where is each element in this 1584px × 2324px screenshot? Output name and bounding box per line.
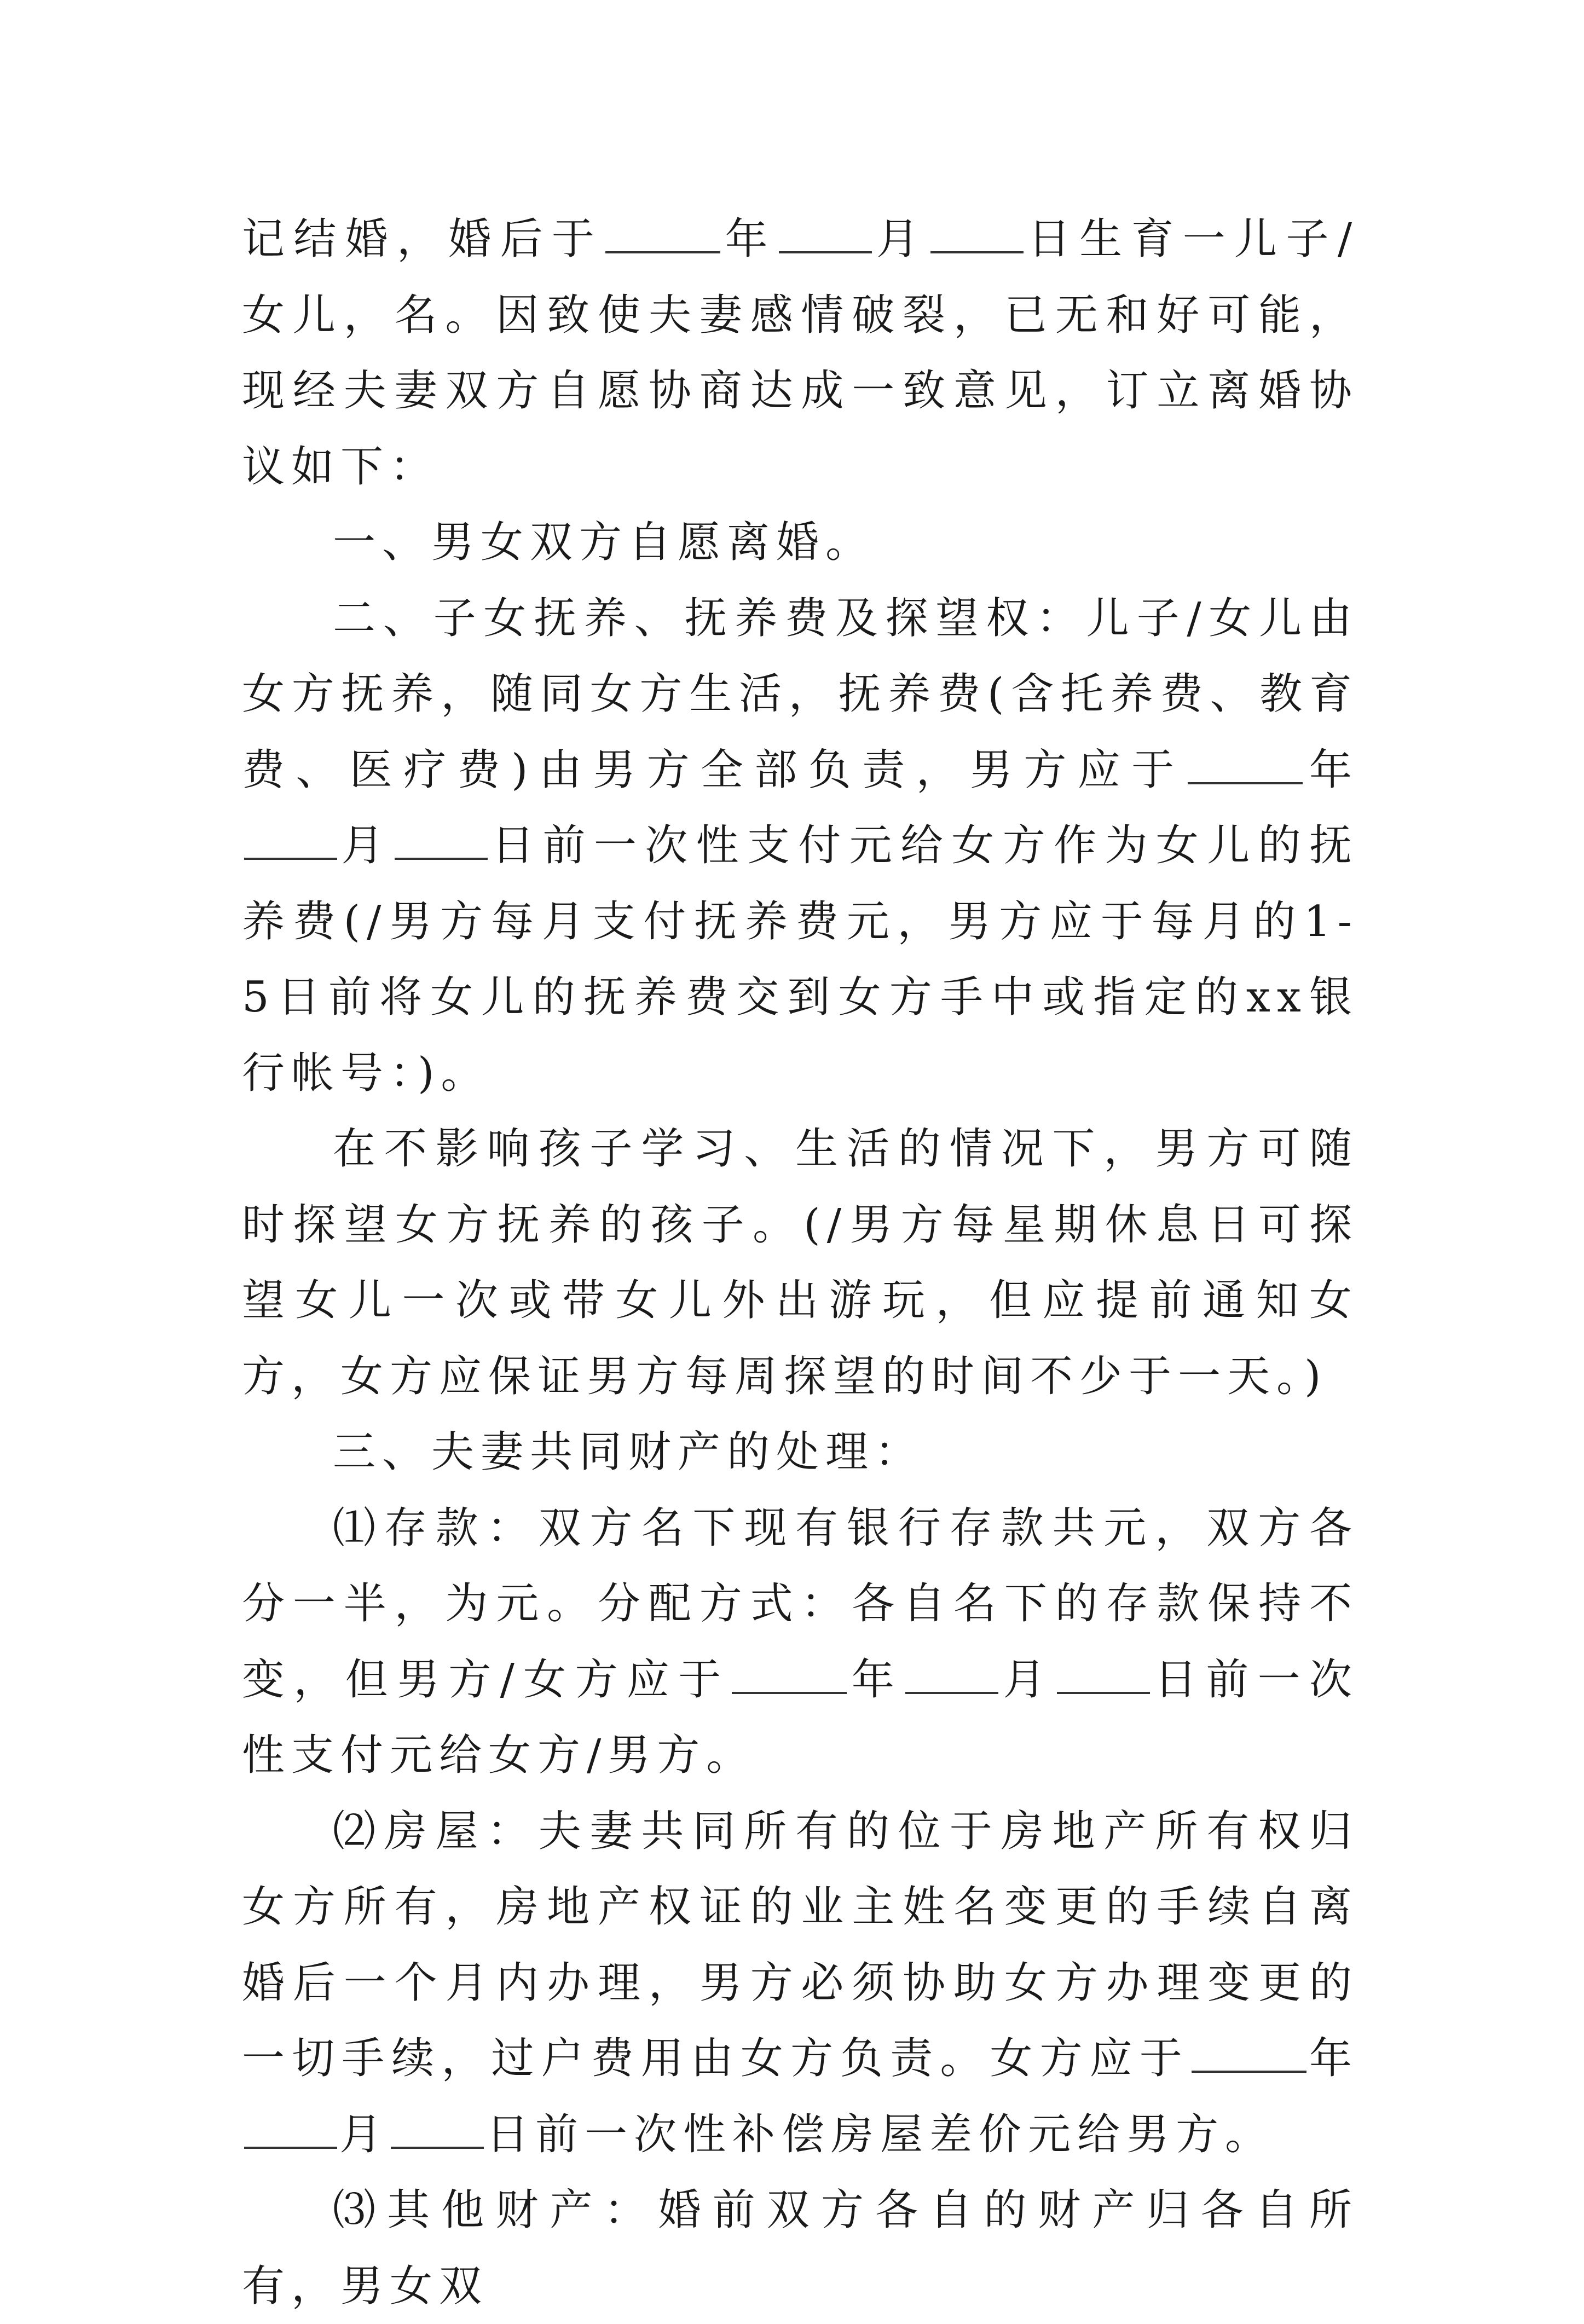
fill-in-blank xyxy=(930,216,1024,253)
paragraph-text: 在不影响孩子学习、生活的情况下，男方可随时探望女方抚养的孩子。(/男方每星期休息日可探望女儿一次或带女儿外出游玩，但应提前通知女方，女方应保证男方每周探望的时间不少于一天。) xyxy=(242,1124,1358,1401)
document-body xyxy=(242,201,1358,2324)
paragraph-text: 一、男女双方自愿离婚。 xyxy=(333,518,875,567)
fill-in-blank xyxy=(1188,747,1303,784)
fill-in-blank xyxy=(1057,1657,1150,1694)
paragraph-text: 月 xyxy=(339,2109,389,2159)
paragraph-text: 月 xyxy=(1001,1655,1055,1704)
paragraph-p2 xyxy=(242,505,1358,581)
fill-in-blank xyxy=(244,823,337,860)
paragraph-text: ⑶其他财产：婚前双方各自的财产归各自所有，男女双 xyxy=(242,2186,1358,2311)
paragraph-p3 xyxy=(242,581,1358,1112)
paragraph-text: 日前一次性补偿房屋差价元给男方。 xyxy=(486,2109,1275,2159)
paragraph-text: 日前一次性支付元给女方作为女儿的抚养费(/男方每月支付抚养费元，男方应于每月的1-5日前将女儿的抚养费交到女方手中或指定的xx银行帐号：)。 xyxy=(242,821,1358,1098)
paragraph-text: 日前一次性支付元给女方/男方。 xyxy=(242,1655,1358,1780)
paragraph-text: 二、子女抚养、抚养费及探望权：儿子/女儿由女方抚养，随同女方生活，抚养费(含托养费、教育费、医疗费)由男方全部负责，男方应于 xyxy=(242,593,1358,795)
paragraph-text: 日生育一儿子/女儿，名。因致使夫妻感情破裂，已无和好可能，现经夫妻双方自愿协商达成一致意见，订立离婚协议如下： xyxy=(242,215,1358,492)
fill-in-blank xyxy=(732,1657,847,1694)
paragraph-p1 xyxy=(242,201,1358,505)
paragraph-text: 年 xyxy=(722,215,777,264)
paragraph-p7 xyxy=(242,1794,1358,2173)
fill-in-blank xyxy=(244,2112,337,2149)
paragraph-p6 xyxy=(242,1490,1358,1794)
paragraph-text: 三、夫妻共同财产的处理： xyxy=(333,1427,924,1477)
paragraph-text: 记结婚，婚后于 xyxy=(242,215,604,264)
paragraph-text: ⑵房屋：夫妻共同所有的位于房地产所有权归女方所有，房地产权证的业主姓名变更的手续自离婚后一个月内办理，男方必须协助女方办理变更的一切手续，过户费用由女方负责。女方应于 xyxy=(242,1806,1358,2083)
fill-in-blank xyxy=(905,1657,998,1694)
paragraph-text: 年 xyxy=(849,1655,904,1704)
fill-in-blank xyxy=(391,2112,484,2149)
fill-in-blank xyxy=(1192,2036,1306,2073)
fill-in-blank xyxy=(779,216,872,253)
paragraph-text: 年 xyxy=(1308,2034,1358,2083)
paragraph-p8 xyxy=(242,2172,1358,2324)
paragraph-text: 月 xyxy=(874,215,928,264)
paragraph-text: 月 xyxy=(339,821,392,870)
paragraph-text: 年 xyxy=(1304,745,1358,795)
fill-in-blank xyxy=(605,216,720,253)
paragraph-p4 xyxy=(242,1111,1358,1414)
paragraph-p5 xyxy=(242,1414,1358,1490)
fill-in-blank xyxy=(395,823,488,860)
paragraph-text: ⑴存款：双方名下现有银行存款共元，双方各分一半，为元。分配方式：各自名下的存款保持不变，但男方/女方应于 xyxy=(242,1503,1358,1704)
